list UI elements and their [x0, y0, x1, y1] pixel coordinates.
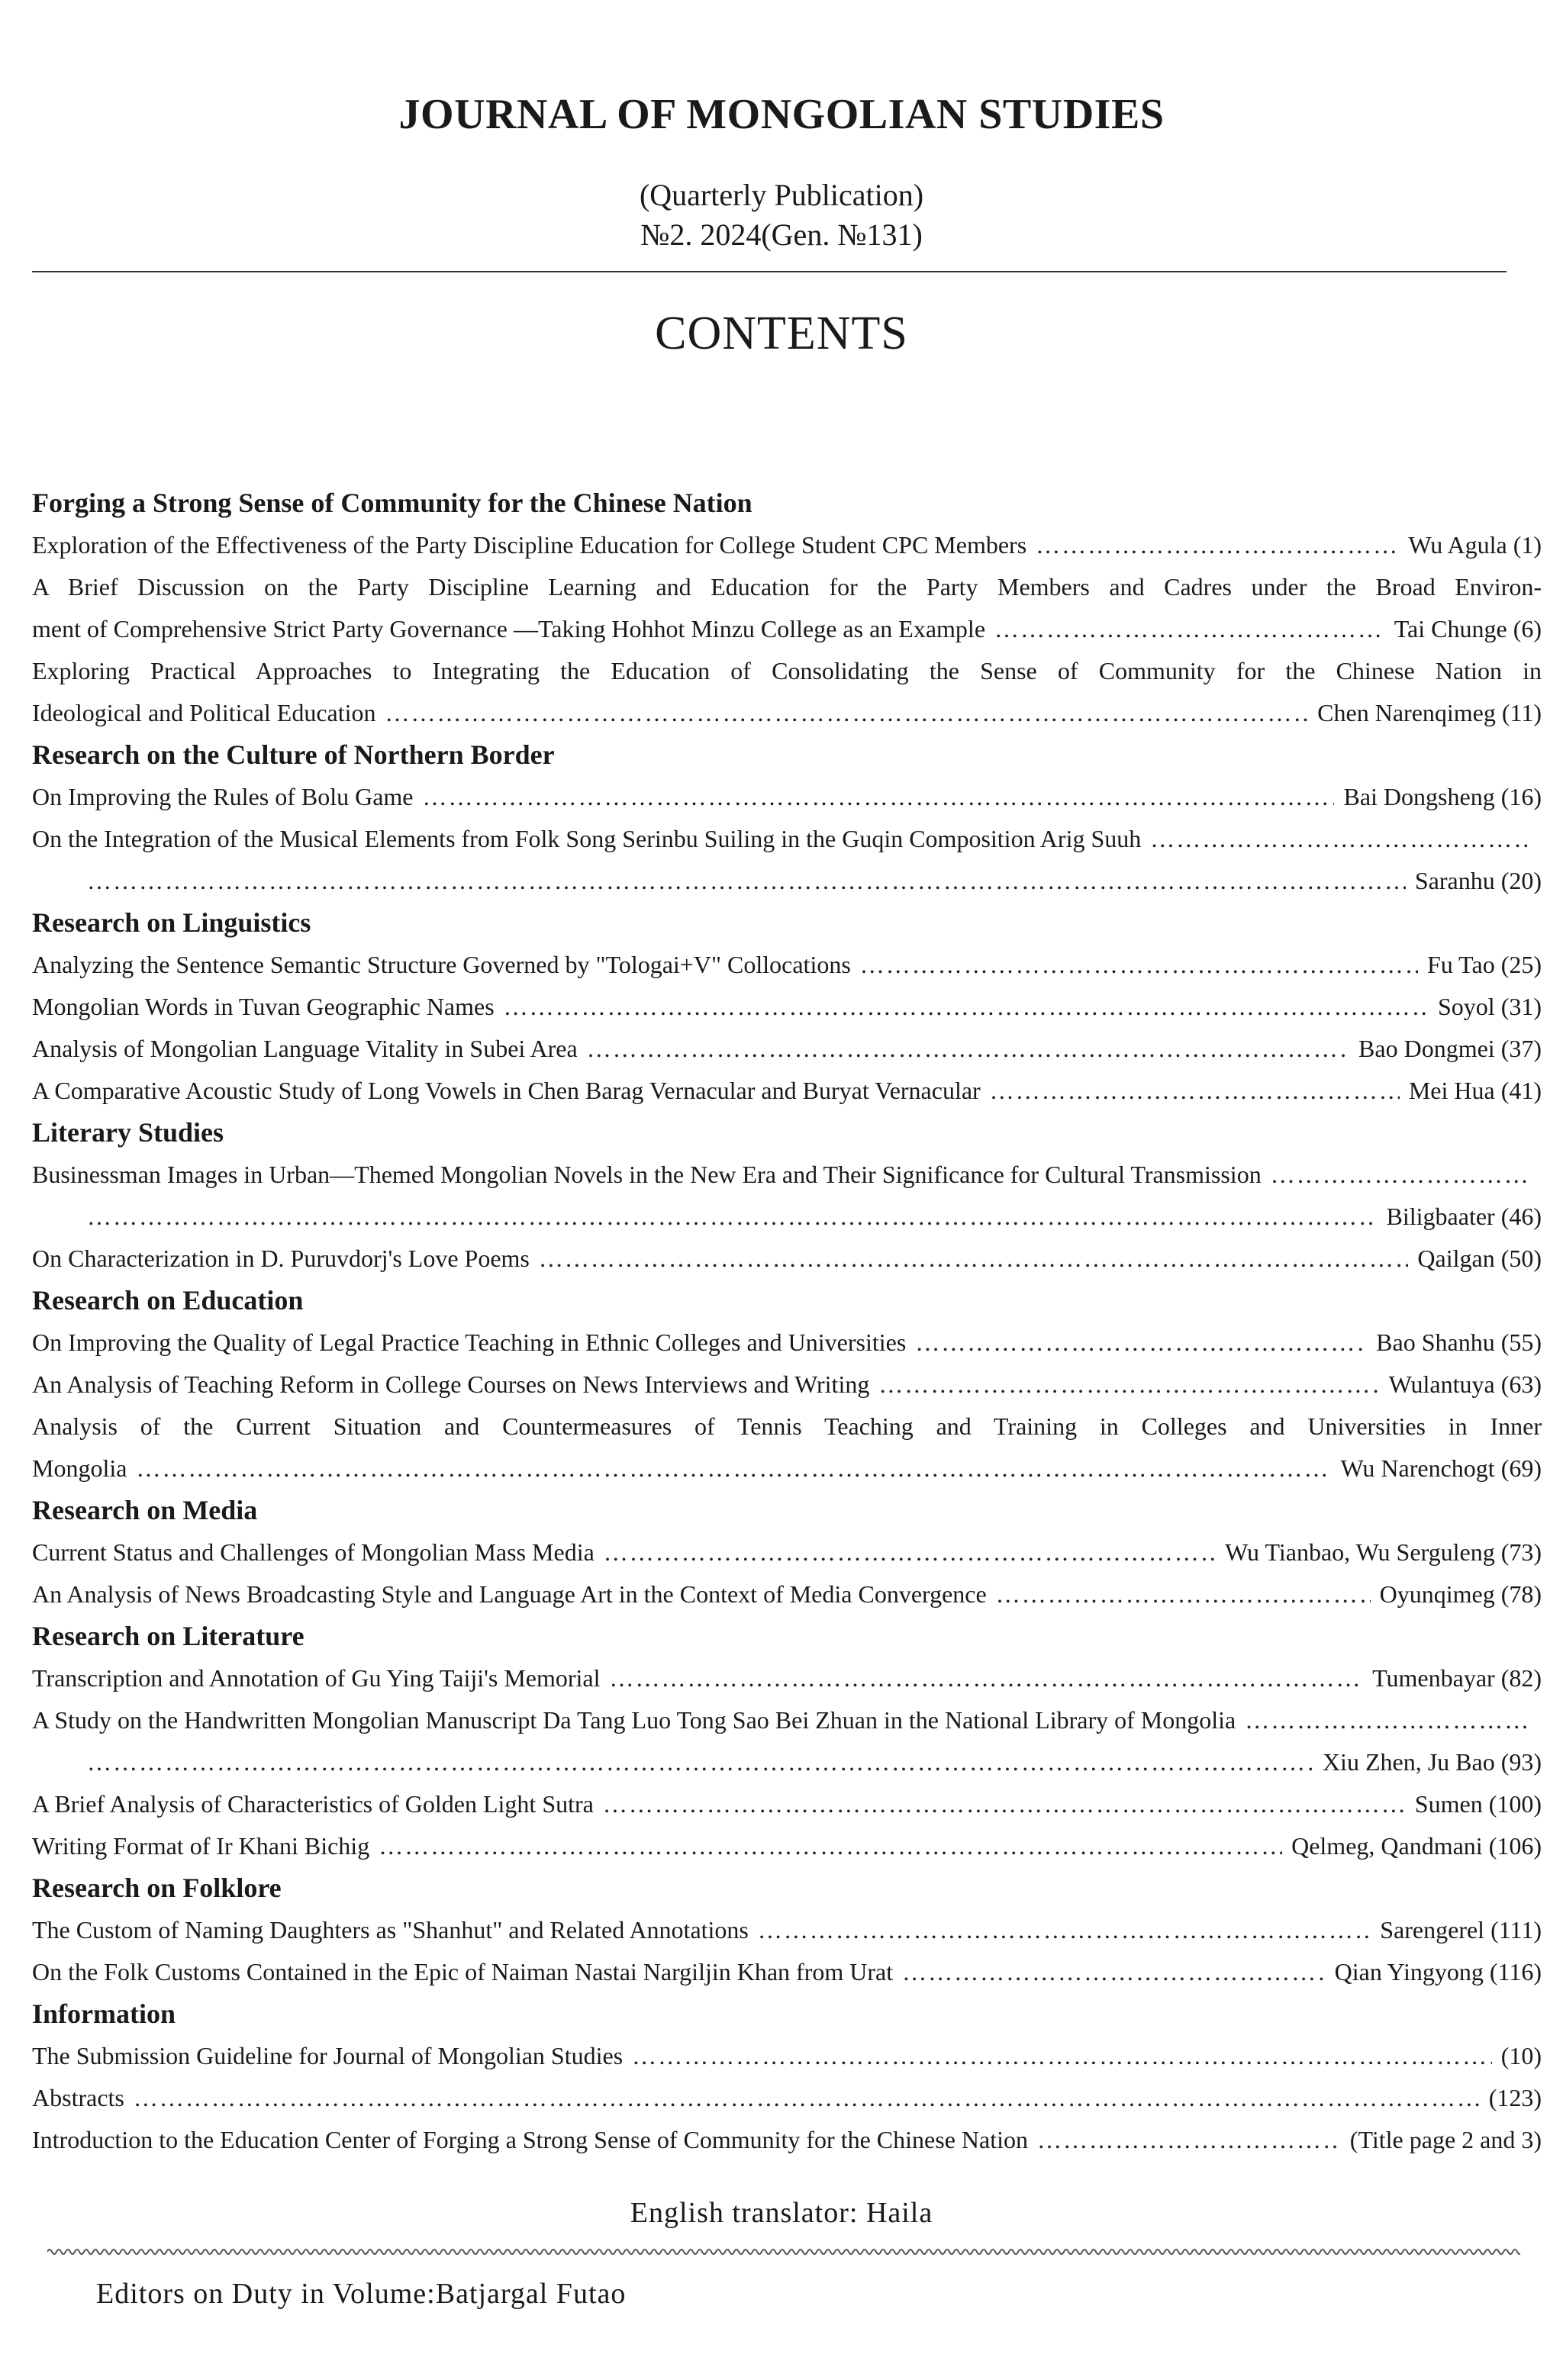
entry-title-text: Ideological and Political Education — [32, 699, 376, 726]
dot-leader — [587, 1028, 1349, 1070]
toc-entry-line — [32, 1699, 1542, 1741]
dot-leader — [379, 1825, 1282, 1867]
journal-title: JOURNAL OF MONGOLIAN STUDIES — [398, 91, 1165, 138]
dot-leader — [1271, 1154, 1532, 1196]
entry-title-text: Exploration of the Effectiveness of the Party Discipline Education for College Student CPC Members — [32, 531, 1027, 559]
editors-on-duty: Editors on Duty in Volume:Batjargal Futao — [96, 2278, 627, 2310]
entry-author-page: (10) — [1500, 2042, 1542, 2069]
entry-author-page: Qelmeg, Qandmani (106) — [1291, 1832, 1542, 1860]
toc-entry-line — [32, 1406, 1542, 1448]
entry-author-page: (123) — [1488, 2084, 1542, 2111]
dot-leader — [1150, 818, 1532, 860]
entry-author-page: Wu Tianbao, Wu Serguleng (73) — [1225, 1538, 1542, 1566]
entry-title-text: Abstracts — [32, 2084, 124, 2111]
toc-entry-line — [32, 1531, 1542, 1573]
entry-author-page: Biligbaater (46) — [1386, 1203, 1542, 1230]
dot-leader — [994, 608, 1385, 650]
entry-author-page: Chen Narenqimeg (11) — [1317, 699, 1542, 726]
dot-leader — [604, 1531, 1216, 1573]
header-rule — [32, 271, 1507, 272]
entry-title-text: On Improving the Rules of Bolu Game — [32, 783, 414, 810]
toc-entry-line — [32, 1364, 1542, 1406]
entry-author-page: Wu Narenchogt (69) — [1340, 1454, 1542, 1482]
entry-author-page: Qailgan (50) — [1417, 1245, 1542, 1272]
entry-title-text: Analysis of Mongolian Language Vitality in Subei Area — [32, 1035, 578, 1062]
toc-entry-line — [32, 1657, 1542, 1699]
toc-entry-line — [32, 524, 1542, 566]
dot-leader — [1036, 524, 1399, 566]
entry-title-text: A Brief Discussion on the Party Discipline Learning and Education for the Party Members and Cadres under the Broad Environ- — [32, 573, 1542, 601]
entry-title-text: A Comparative Acoustic Study of Long Vowels in Chen Barag Vernacular and Buryat Vernacular — [32, 1077, 981, 1104]
toc-entry-line — [32, 1028, 1542, 1070]
indent-spacer — [32, 1741, 78, 1783]
toc-entry-line — [32, 2119, 1542, 2161]
entry-title-text: The Custom of Naming Daughters as "Shanhut" and Related Annotations — [32, 1916, 749, 1944]
dot-leader — [860, 944, 1418, 986]
entry-title-text: A Brief Analysis of Characteristics of Golden Light Sutra — [32, 1790, 594, 1818]
entry-title-text: An Analysis of Teaching Reform in College Courses on News Interviews and Writing — [32, 1370, 870, 1398]
entry-title-text: Analyzing the Sentence Semantic Structure Governed by "Tologai+V" Collocations — [32, 951, 851, 978]
dot-leader — [878, 1364, 1379, 1406]
dot-leader — [136, 1448, 1331, 1490]
toc-entry-line — [32, 1448, 1542, 1490]
dot-leader — [996, 1573, 1371, 1615]
entry-author-page: Bao Shanhu (55) — [1376, 1328, 1542, 1356]
entry-author-page: (Title page 2 and 3) — [1349, 2126, 1542, 2153]
dot-leader — [990, 1070, 1400, 1112]
dot-leader — [603, 1783, 1406, 1825]
entry-title-text: Transcription and Annotation of Gu Ying Taiji's Memorial — [32, 1664, 601, 1692]
dot-leader — [1245, 1699, 1532, 1741]
entry-title-text: On the Integration of the Musical Elements from Folk Song Serinbu Suiling in the Guqin Composition Arig Suuh — [32, 825, 1142, 852]
entry-title-text: An Analysis of News Broadcasting Style and Language Art in the Context of Media Convergence — [32, 1580, 987, 1608]
entry-author-page: Oyunqimeg (78) — [1379, 1580, 1542, 1608]
entry-title-text: Mongolia — [32, 1454, 127, 1482]
entry-title-text: On Characterization in D. Puruvdorj's Love Poems — [32, 1245, 530, 1272]
section-heading: Research on the Culture of Northern Border — [32, 739, 555, 770]
toc-entry-line — [32, 860, 1542, 902]
entry-author-page: Wu Agula (1) — [1408, 531, 1542, 559]
section-heading: Information — [32, 1998, 176, 2029]
entry-author-page: Soyol (31) — [1438, 993, 1542, 1020]
section-heading: Research on Literature — [32, 1621, 305, 1651]
indent-spacer — [32, 860, 78, 902]
section-heading: Research on Folklore — [32, 1873, 282, 1903]
dot-leader — [134, 2077, 1480, 2119]
entry-author-page: Bao Dongmei (37) — [1358, 1035, 1542, 1062]
entry-author-page: Sarengerel (111) — [1380, 1916, 1542, 1944]
toc-entry-line — [32, 1783, 1542, 1825]
entry-author-page: Saranhu (20) — [1414, 867, 1542, 894]
toc-entry-line — [32, 1909, 1542, 1951]
toc-entry-line — [32, 1196, 1542, 1238]
section-heading: Research on Education — [32, 1285, 304, 1316]
translator-credit: English translator: Haila — [630, 2197, 933, 2229]
toc-entry-line — [32, 1322, 1542, 1364]
entry-title-text: Current Status and Challenges of Mongolian Mass Media — [32, 1538, 595, 1566]
dot-leader — [87, 860, 1406, 902]
toc-entry-line — [32, 2035, 1542, 2077]
entry-title-text: Exploring Practical Approaches to Integrating the Education of Consolidating the Sense of Community for the Chinese Nation in — [32, 657, 1542, 684]
entry-title-text: Introduction to the Education Center of Forging a Strong Sense of Community for the Chinese Nation — [32, 2126, 1028, 2153]
dot-leader — [758, 1909, 1371, 1951]
issue-number: №2. 2024(Gen. №131) — [640, 217, 923, 252]
publication-frequency: (Quarterly Publication) — [639, 178, 924, 212]
entry-title-text: On the Folk Customs Contained in the Epic of Naiman Nastai Nargiljin Khan from Urat — [32, 1958, 894, 1985]
toc-entry-line — [32, 1951, 1542, 1993]
toc-entry-line — [32, 608, 1542, 650]
toc-entry-line — [32, 1741, 1542, 1783]
toc-entry-line — [32, 566, 1542, 608]
dot-leader — [610, 1657, 1364, 1699]
entry-title-text: On Improving the Quality of Legal Practice Teaching in Ethnic Colleges and Universities — [32, 1328, 907, 1356]
toc-entry-line — [32, 1070, 1542, 1112]
toc-entry-line — [32, 1825, 1542, 1867]
dot-leader — [422, 776, 1334, 818]
entry-author-page: Qian Yingyong (116) — [1334, 1958, 1542, 1985]
entry-title-text: The Submission Guideline for Journal of Mongolian Studies — [32, 2042, 624, 2069]
table-of-contents — [32, 482, 1542, 2161]
section-heading: Research on Media — [32, 1495, 258, 1525]
entry-author-page: Sumen (100) — [1414, 1790, 1542, 1818]
toc-entry-line — [32, 776, 1542, 818]
entry-author-page: Tai Chunge (6) — [1394, 615, 1542, 643]
wavy-divider — [47, 2246, 1520, 2257]
entry-title-text: ment of Comprehensive Strict Party Governance —Taking Hohhot Minzu College as an Example — [32, 615, 986, 643]
dot-leader — [385, 692, 1309, 734]
entry-author-page: Mei Hua (41) — [1408, 1077, 1542, 1104]
toc-entry-line — [32, 1573, 1542, 1615]
entry-author-page: Bai Dongsheng (16) — [1343, 783, 1542, 810]
section-heading: Forging a Strong Sense of Community for the Chinese Nation — [32, 488, 752, 518]
section-heading: Research on Linguistics — [32, 907, 311, 938]
indent-spacer — [32, 1196, 78, 1238]
dot-leader — [539, 1238, 1409, 1280]
toc-entry-line — [32, 650, 1542, 692]
section-heading: Literary Studies — [32, 1117, 224, 1148]
toc-entry-line — [32, 1154, 1542, 1196]
entry-title-text: A Study on the Handwritten Mongolian Manuscript Da Tang Luo Tong Sao Bei Zhuan in the National Library of Mongolia — [32, 1706, 1236, 1734]
toc-entry-line — [32, 2077, 1542, 2119]
entry-title-text: Businessman Images in Urban—Themed Mongolian Novels in the New Era and Their Significance for Cultural Transmission — [32, 1161, 1262, 1188]
entry-author-page: Wulantuya (63) — [1388, 1370, 1542, 1398]
entry-author-page: Tumenbayar (82) — [1372, 1664, 1542, 1692]
dot-leader — [902, 1951, 1326, 1993]
dot-leader — [87, 1741, 1313, 1783]
toc-entry-line — [32, 818, 1542, 860]
dot-leader — [632, 2035, 1492, 2077]
toc-entry-line — [32, 986, 1542, 1028]
dot-leader — [1037, 2119, 1341, 2161]
dot-leader — [504, 986, 1429, 1028]
toc-entry-line — [32, 944, 1542, 986]
entry-title-text: Mongolian Words in Tuvan Geographic Names — [32, 993, 495, 1020]
toc-entry-line — [32, 692, 1542, 734]
toc-entry-line — [32, 1238, 1542, 1280]
entry-title-text: Writing Format of Ir Khani Bichig — [32, 1832, 370, 1860]
entry-author-page: Fu Tao (25) — [1426, 951, 1542, 978]
entry-title-text: Analysis of the Current Situation and Countermeasures of Tennis Teaching and Training in Colleges and Universities in Inner — [32, 1412, 1542, 1440]
dot-leader — [87, 1196, 1378, 1238]
contents-heading: CONTENTS — [655, 308, 908, 359]
entry-author-page: Xiu Zhen, Ju Bao (93) — [1322, 1748, 1542, 1776]
dot-leader — [915, 1322, 1367, 1364]
